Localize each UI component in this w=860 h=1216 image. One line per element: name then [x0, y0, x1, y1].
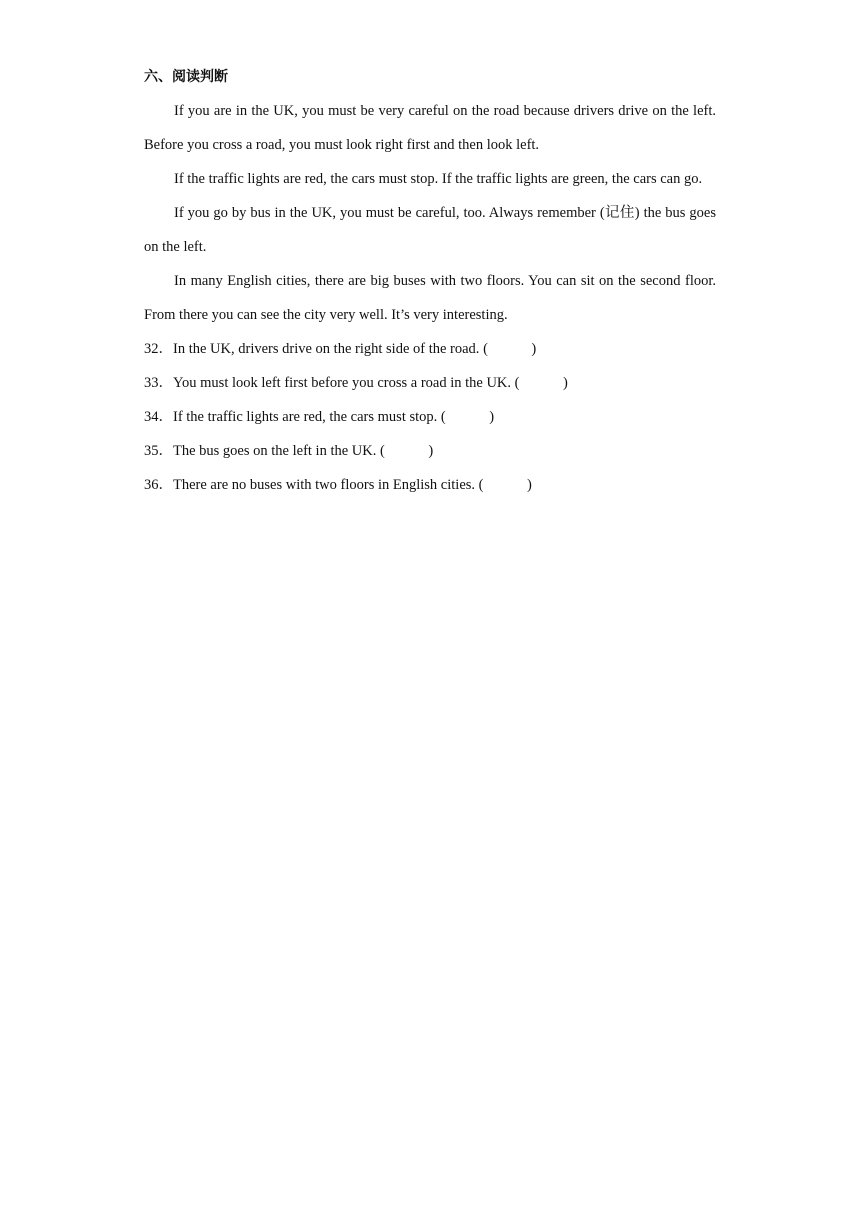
question-separator: ．: [158, 409, 173, 425]
question-text: You must look left first before you cross a road in the UK.: [173, 375, 512, 391]
answer-blank[interactable]: ( ): [483, 341, 537, 357]
passage-paragraph-3: If you go by bus in the UK, you must be careful, too. Always remember (记住) the bus goes on the left.: [144, 205, 716, 255]
question-text: If the traffic lights are red, the cars must stop.: [173, 409, 438, 425]
reading-passage: [144, 94, 716, 332]
worksheet-page: [144, 60, 716, 502]
question-34: [144, 400, 716, 434]
question-36: [144, 468, 716, 502]
section-title: 六、阅读判断: [144, 69, 228, 85]
question-text: The bus goes on the left in the UK.: [173, 443, 377, 459]
question-number: 34: [144, 409, 159, 425]
question-35: [144, 434, 716, 468]
question-number: 36: [144, 477, 159, 493]
passage-paragraph-2: If the traffic lights are red, the cars must stop. If the traffic lights are green, the cars can go.: [174, 171, 703, 187]
question-list: [144, 332, 716, 502]
answer-blank[interactable]: ( ): [514, 375, 568, 391]
question-separator: ．: [158, 341, 173, 357]
answer-blank[interactable]: ( ): [478, 477, 532, 493]
question-text: In the UK, drivers drive on the right side of the road.: [173, 341, 480, 357]
answer-blank[interactable]: ( ): [440, 409, 495, 425]
question-number: 32: [144, 341, 159, 357]
question-separator: ．: [158, 477, 173, 493]
passage-paragraph-4: In many English cities, there are big buses with two floors. You can sit on the second floor. From there you can see the city very well. It’s very interesting.: [144, 273, 716, 323]
question-33: [144, 366, 716, 400]
question-separator: ．: [158, 375, 173, 391]
question-number: 35: [144, 443, 159, 459]
question-number: 33: [144, 375, 159, 391]
question-separator: ．: [158, 443, 173, 459]
question-32: [144, 332, 716, 366]
passage-paragraph-1: If you are in the UK, you must be very careful on the road because drivers drive on the left. Before you cross a road, you must look right first and then look left.: [144, 103, 716, 153]
question-text: There are no buses with two floors in English cities.: [173, 477, 476, 493]
answer-blank[interactable]: ( ): [380, 443, 434, 459]
